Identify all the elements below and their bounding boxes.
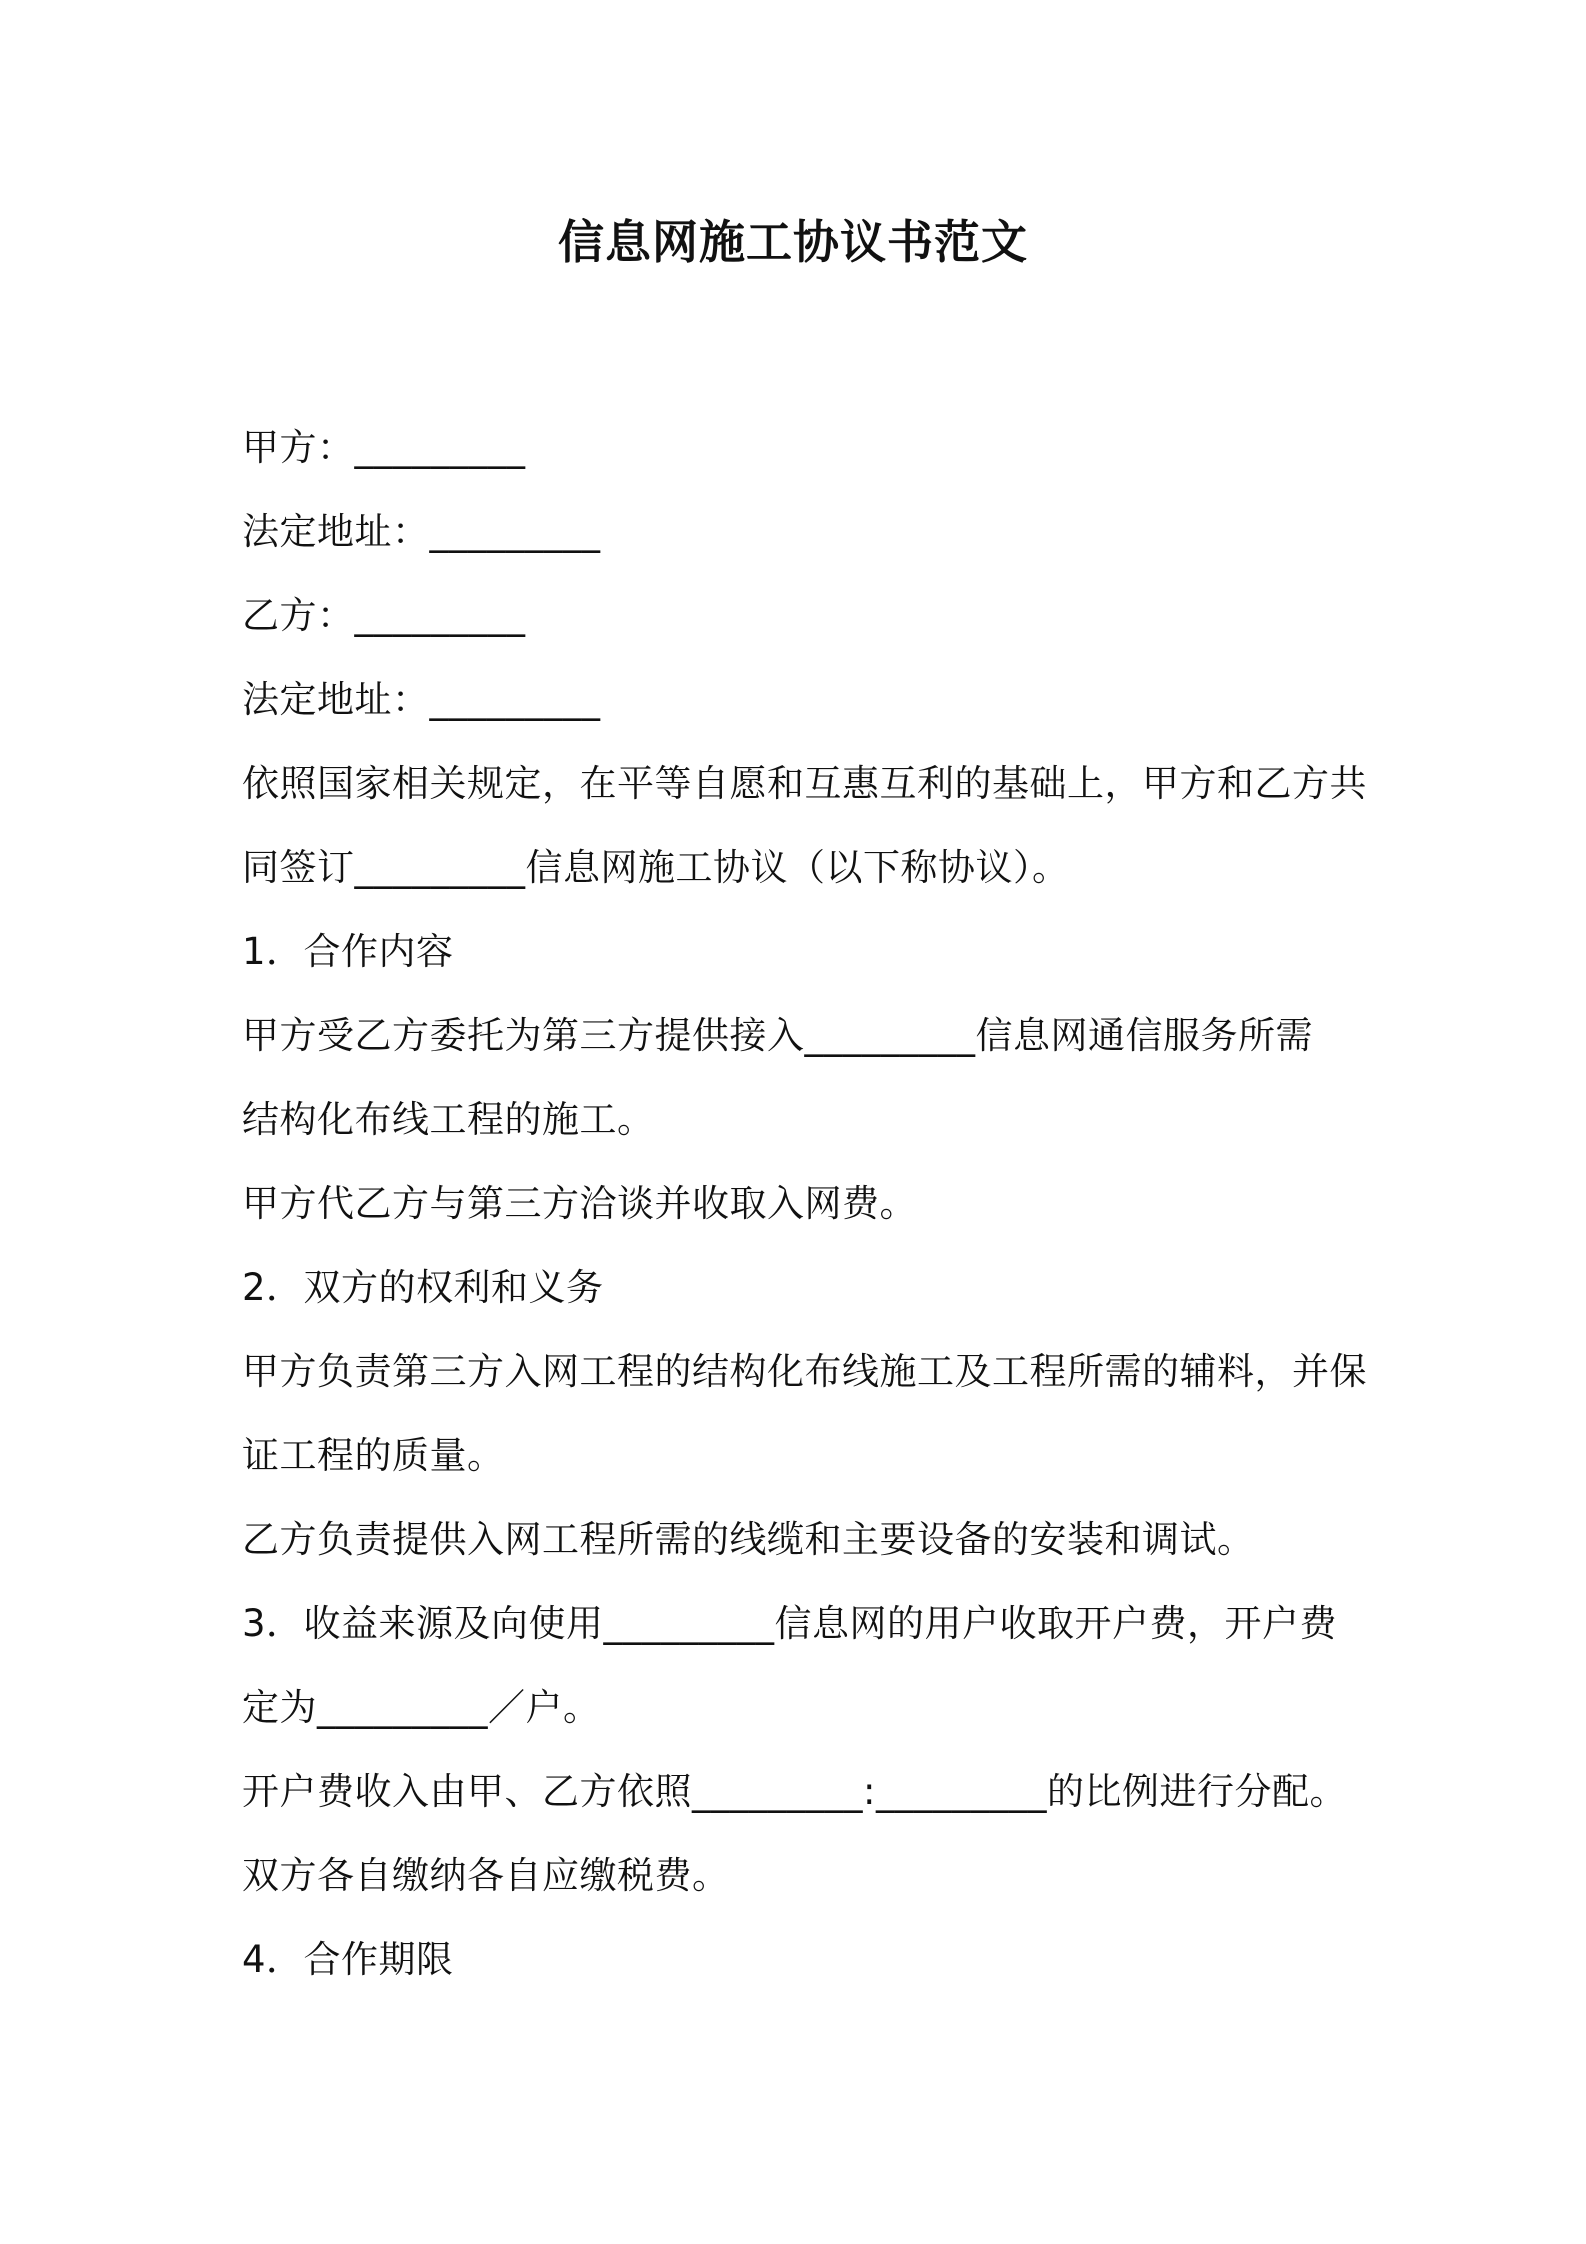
section-3-line-4: 双方各自缴纳各自应缴税费。 [242,1854,730,1897]
section-2-line-3: 乙方负责提供入网工程所需的线缆和主要设备的安装和调试。 [242,1518,1255,1561]
section-3-line-1: 3．收益来源及向使用_________信息网的用户收取开户费，开户费 [242,1602,1338,1645]
section-1-line-1: 甲方受乙方委托为第三方提供接入_________信息网通信服务所需 [242,1014,1313,1057]
section-2-line-2: 证工程的质量。 [242,1434,505,1477]
section-3-line-3: 开户费收入由甲、乙方依照_________:_________的比例进行分配。 [242,1770,1347,1813]
document-body [242,406,1367,2002]
section-1-line-2: 结构化布线工程的施工。 [242,1098,655,1141]
preamble-line-1: 依照国家相关规定，在平等自愿和互惠互利的基础上，甲方和乙方共 [242,762,1367,805]
preamble-line-2: 同签订_________信息网施工协议（以下称协议）。 [242,846,1070,889]
section-1-line-3: 甲方代乙方与第三方洽谈并收取入网费。 [242,1182,917,1225]
party-a-line: 甲方：_________ [242,426,526,469]
section-3-line-2: 定为_________／户。 [242,1686,601,1729]
party-b-line: 乙方：_________ [242,594,526,637]
document-title: 信息网施工协议书范文 [558,215,1028,269]
party-a-address-line: 法定地址：_________ [242,510,601,553]
section-heading-1: 1．合作内容 [242,930,454,973]
section-heading-4: 4．合作期限 [242,1938,454,1981]
party-b-address-line: 法定地址：_________ [242,678,601,721]
section-heading-2: 2．双方的权利和义务 [242,1266,604,1309]
section-2-line-1: 甲方负责第三方入网工程的结构化布线施工及工程所需的辅料，并保 [242,1350,1367,1393]
